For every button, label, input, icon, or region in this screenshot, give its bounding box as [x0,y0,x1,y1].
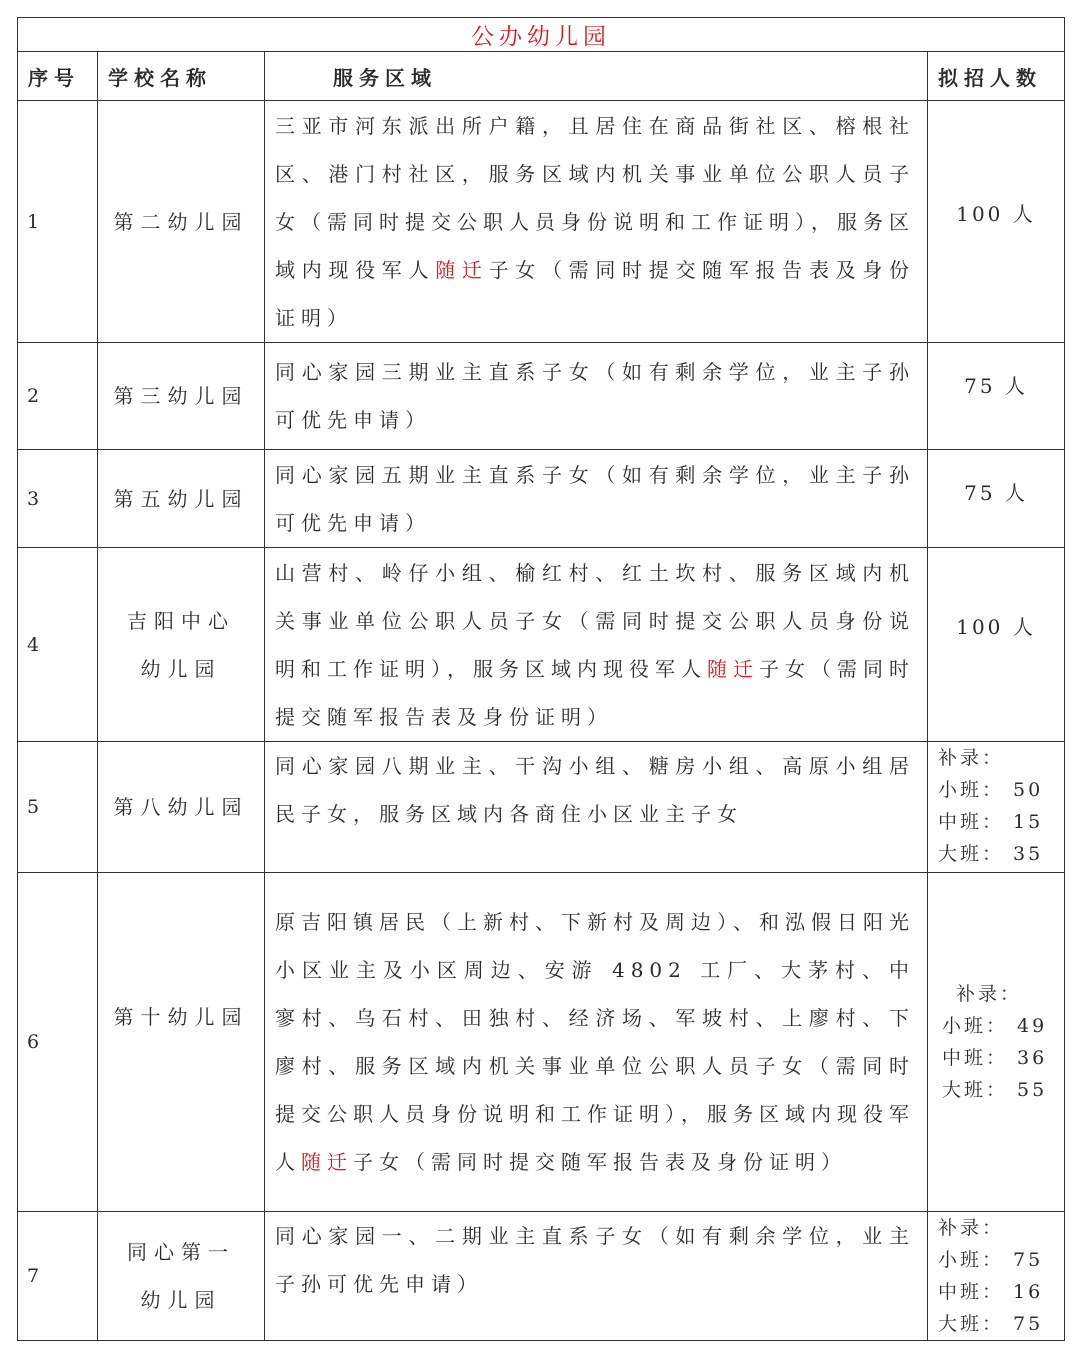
header-count: 拟招人数 [928,52,1065,101]
service-area [265,450,928,548]
area-text: 同心家园五期业主直系子女（如有剩余学位，业主子孙可优先申请） [275,462,915,535]
supplement-label: 补录： [938,747,1005,769]
planned-count: 75 人 [928,450,1065,548]
enrollment-table-container [17,17,1064,1341]
school-name-line: 吉阳中心 [127,608,235,633]
supplement-info [928,873,1065,1212]
header-area: 服务区域 [265,52,928,101]
area-highlight: 随迁 [435,257,489,282]
school-name: 第五幼儿园 [98,450,265,548]
table-row [18,1212,1065,1341]
row-index: 3 [18,450,98,548]
supplement-middle: 中班： 36 [942,1047,1048,1069]
school-name-line: 同心第一 [127,1240,235,1264]
service-area [265,873,928,1212]
service-area [265,742,928,873]
area-text: 同心家园八期业主、干沟小组、糖房小组、高原小组居民子女，服务区域内各商住小区业主子女 [275,754,915,826]
supplement-large: 大班： 55 [942,1079,1048,1101]
header-row [18,52,1065,101]
area-text: 原吉阳镇居民（上新村、下新村及周边）、和泓假日阳光小区业主及小区周边、安游 4802 工厂、大茅村、中寥村、乌石村、田独村、经济场、军坡村、上廖村、下廖村、服务区域内机关事业单位公职人员子女（需同时提交公职人员身份说明和工作证明），服务区域内现役军人 [275,910,915,1174]
row-index: 7 [18,1212,98,1341]
supplement-large: 大班： 35 [938,843,1044,865]
area-text: 子女（需同时提交随军报告表及身份证明） [275,656,915,729]
school-name-line: 幼儿园 [140,656,222,681]
row-index: 5 [18,742,98,873]
supplement-small: 小班： 50 [938,779,1044,801]
school-name [98,1212,265,1341]
table-row [18,742,1065,873]
school-name-line: 幼儿园 [140,1288,222,1312]
supplement-small: 小班： 75 [938,1249,1044,1271]
service-area [265,101,928,343]
table-row [18,343,1065,450]
planned-count: 75 人 [928,343,1065,450]
school-name: 第三幼儿园 [98,343,265,450]
school-name: 第二幼儿园 [98,101,265,343]
table-row [18,101,1065,343]
supplement-label: 补录： [956,983,1023,1005]
table-row [18,548,1065,742]
school-name: 第八幼儿园 [98,742,265,873]
supplement-middle: 中班： 15 [938,811,1044,833]
planned-count: 100 人 [928,101,1065,343]
row-index: 2 [18,343,98,450]
area-text: 子女（需同时提交随军报告表及身份证明） [353,1150,847,1174]
area-text: 山营村、岭仔小组、榆红村、红土坎村、服务区域内机关事业单位公职人员子女（需同时提交公职人员身份说明和工作证明），服务区域内现役军人 [275,560,915,681]
area-text: 同心家园一、二期业主直系子女（如有剩余学位，业主子孙可优先申请） [275,1224,915,1296]
area-highlight: 随迁 [707,656,759,681]
supplement-small: 小班： 49 [942,1015,1048,1037]
area-text: 同心家园三期业主直系子女（如有剩余学位，业主子孙可优先申请） [275,360,915,432]
area-text: 三亚市河东派出所户籍，且居住在商品街社区、榕根社区、港门村社区，服务区域内机关事业单位公职人员子女（需同时提交公职人员身份说明和工作证明），服务区域内现役军人 [275,113,915,282]
service-area [265,1212,928,1341]
table-title: 公办幼儿园 [18,18,1065,52]
supplement-info [928,742,1065,873]
area-text: 子女（需同时提交随军报告表及身份证明） [275,257,916,330]
service-area [265,548,928,742]
header-school: 学校名称 [98,52,265,101]
header-index: 序号 [18,52,98,101]
supplement-label: 补录： [938,1217,1005,1239]
service-area [265,343,928,450]
row-index: 6 [18,873,98,1212]
kindergarten-enrollment-table [17,17,1065,1341]
table-row [18,873,1065,1212]
row-index: 1 [18,101,98,343]
school-name [98,548,265,742]
row-index: 4 [18,548,98,742]
supplement-middle: 中班： 16 [938,1281,1044,1303]
area-highlight: 随迁 [301,1150,353,1174]
table-row [18,450,1065,548]
supplement-info [928,1212,1065,1341]
supplement-large: 大班： 75 [938,1313,1044,1335]
planned-count: 100 人 [928,548,1065,742]
school-name: 第十幼儿园 [98,873,265,1212]
